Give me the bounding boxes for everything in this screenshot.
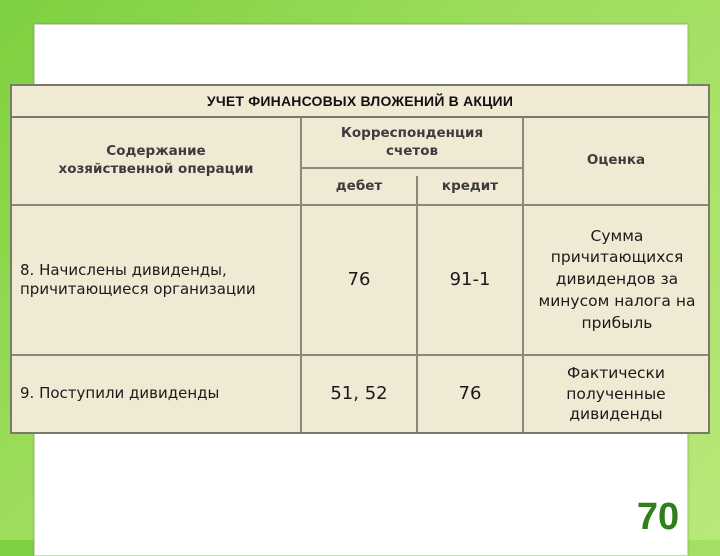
header-credit: кредит bbox=[441, 177, 499, 194]
row-1-evaluation: Сумма причитающихся дивидендов за минусом налога на прибыль bbox=[538, 226, 696, 332]
row-2-debit: 51, 52 bbox=[330, 383, 388, 405]
page-number: 70 bbox=[636, 496, 680, 538]
row-2-evaluation: Фактически полученные дивиденды bbox=[566, 363, 666, 424]
header-evaluation: Оценка bbox=[586, 152, 646, 169]
row-1-debit: 76 bbox=[347, 269, 371, 291]
table-title: УЧЕТ ФИНАНСОВЫХ ВЛОЖЕНИЙ В АКЦИИ bbox=[10, 84, 710, 118]
accounting-table bbox=[10, 118, 710, 434]
header-correspondence: Корреспонденция счетов bbox=[340, 124, 484, 159]
row-1-credit: 91-1 bbox=[449, 269, 491, 291]
header-debit: дебет bbox=[335, 177, 383, 194]
row-1-content: 8. Начислены дивиденды, причитающиеся организации bbox=[20, 260, 256, 298]
row-2-content: 9. Поступили дивиденды bbox=[20, 384, 220, 403]
row-2-credit: 76 bbox=[458, 383, 482, 405]
header-content: Содержание хозяйственной операции bbox=[58, 143, 254, 177]
